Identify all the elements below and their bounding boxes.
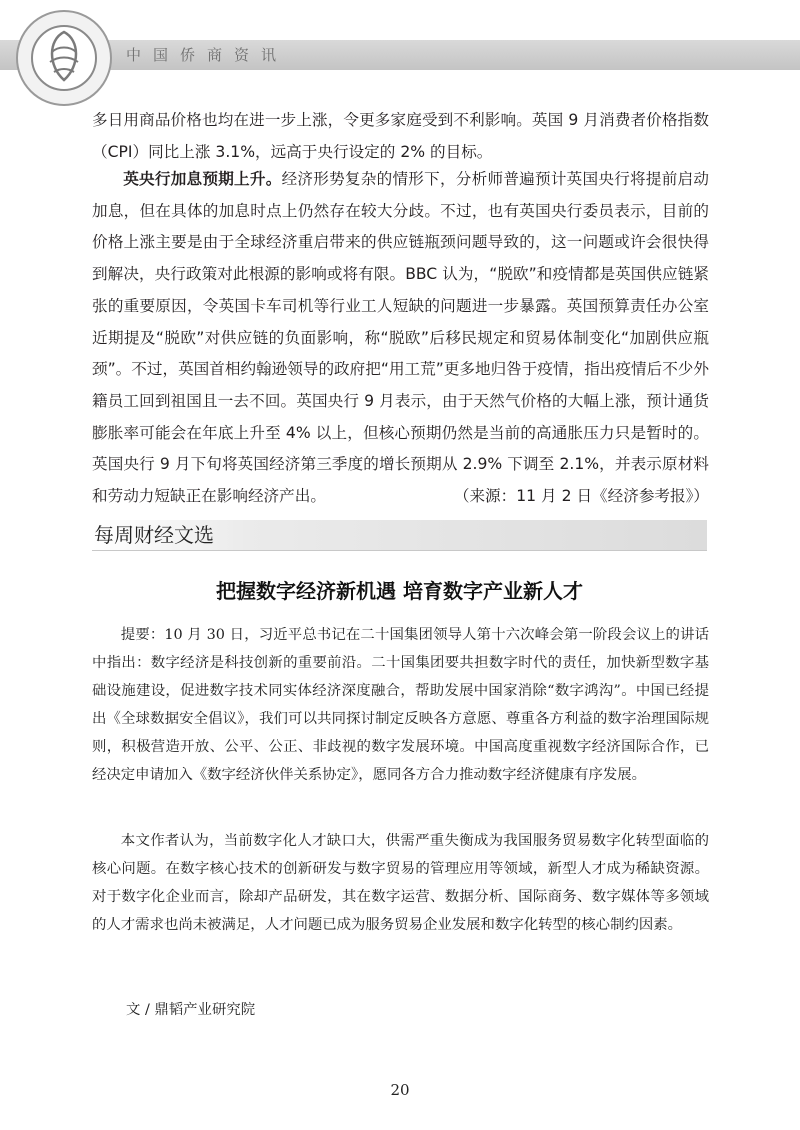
page-number: 20	[390, 1081, 410, 1099]
paragraph-lead: 英央行加息预期上升。	[123, 170, 282, 188]
source-citation: （来源：11 月 2 日《经济参考报》）	[453, 487, 709, 506]
paragraph-body: 经济形势复杂的情形下，分析师普遍预计英国央行将提前启动加息，但在具体的加息时点上仍然存在较大分歧。不过，也有英国央行委员表示，目前的价格上涨主要是由于全球经济重启带来的供应链瓶颈问题导致的，这一问题或许会很快得到解决，央行政策对此根源的影响或将有限。BBC 认为，“脱欧”和疫情都是英国供应链紧张的重要原因，令英国卡车司机等行业工人短缺的问题进一步暴露。英国预算责任办公室近期提及“脱欧”对供应链的负面影响，称“脱欧”后移民规定和贸易体制变化“加剧供应瓶颈”。不过，英国首相约翰逊领导的政府把“用工荒”更多地归咎于疫情，指出疫情后不少外籍员工回到祖国且一去不回。英国央行 9 月表示，由于天然气价格的大幅上涨，预计通货膨胀率可能会在年底上升至 4% 以上，但核心预期仍然是当前的高通胀压力只是暂时的。英国央行 9 月下旬将英国经济第三季度的增长预期从 2.9% 下调至 2.1%，并表示原材料和劳动力短缺正在影响经济产出。	[92, 170, 709, 506]
byline: 文 / 鼎韬产业研究院	[126, 1002, 256, 1018]
summary-paragraph: 本文作者认为，当前数字化人才缺口大，供需严重失衡成为我国服务贸易数字化转型面临的核心问题。在数字核心技术的创新研发与数字贸易的管理应用等领域，新型人才成为稀缺资源。对于数字化企业而言，除却产品研发，其在数字运营、数据分析、国际商务、数字媒体等多领域的人才需求也尚未被满足，人才问题已成为服务贸易企业发展和数字化转型的核心制约因素。	[92, 833, 709, 933]
section-header	[92, 520, 707, 551]
article-paragraph: 多日用商品价格也均在进一步上涨，令更多家庭受到不利影响。英国 9 月消费者价格指数（CPI）同比上涨 3.1%，远高于央行设定的 2% 的目标。	[92, 111, 709, 161]
section-title: 每周财经文选	[94, 523, 214, 547]
article-paragraph	[92, 164, 709, 513]
header-band	[0, 40, 800, 70]
association-logo	[14, 8, 114, 108]
summary-paragraph: 提要：10 月 30 日，习近平总书记在二十国集团领导人第十六次峰会第一阶段会议上的讲话中指出：数字经济是科技创新的重要前沿。二十国集团要共担数字时代的责任，加快新型数字基础设施建设，促进数字技术同实体经济深度融合，帮助发展中国家消除“数字鸿沟”。中国已经提出《全球数据安全倡议》，我们可以共同探讨制定反映各方意愿、尊重各方利益的数字治理国际规则，积极营造开放、公平、公正、非歧视的数字发展环境。中国高度重视数字经济国际合作，已经决定申请加入《数字经济伙伴关系协定》，愿同各方合力推动数字经济健康有序发展。	[92, 627, 709, 783]
article-title: 把握数字经济新机遇 培育数字产业新人才	[216, 579, 583, 603]
header-title: 中国侨商资讯	[126, 46, 289, 64]
